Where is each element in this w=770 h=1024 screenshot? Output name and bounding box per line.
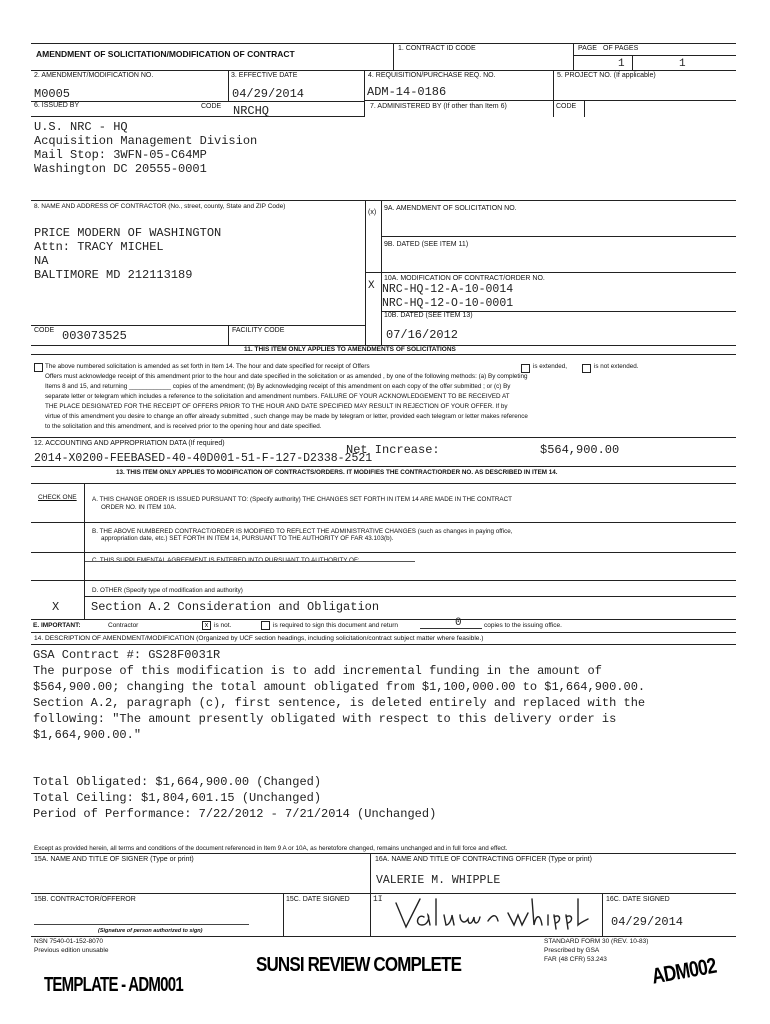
- item13d: D. OTHER (Specify type of modification and authority): [92, 587, 243, 594]
- is-required-checkbox[interactable]: [261, 621, 270, 630]
- net-increase-label: Net Increase:: [346, 443, 440, 457]
- standard-form-label: STANDARD FORM 30 (REV. 10-83): [544, 938, 649, 945]
- except-text: Except as provided herein, all terms and conditions of the document referenced in Item 9 A or 10A, as heretofore changed, remains unchanged and in full force and effect.: [34, 845, 508, 852]
- far-label: FAR (48 CFR) 53.243: [544, 956, 607, 963]
- requisition-label: 4. REQUISITION/PURCHASE REQ. NO.: [368, 72, 496, 79]
- effective-date-label: 3. EFFECTIVE DATE: [231, 72, 298, 79]
- total-obligated: Total Obligated: $1,664,900.00 (Changed): [33, 775, 322, 789]
- copies-to-label: copies to the issuing office.: [484, 622, 562, 629]
- item13d-value: Section A.2 Consideration and Obligation: [91, 600, 380, 614]
- issuer-line-2: Acquisition Management Division: [34, 134, 258, 148]
- date-signed-15c-label: 15C. DATE SIGNED: [286, 896, 350, 903]
- is-extended-label: is extended,: [533, 363, 567, 370]
- solicitation-checkbox[interactable]: [34, 363, 43, 372]
- item11-line-2: Offers must acknowledge receipt of this amendment prior to the hour and date specified in the solicitation or as amended , by one of the following methods: (a) By completing: [45, 373, 528, 380]
- item11-line-3: Items 8 and 15, and returning ____________ copies of the amendment; (b) By acknowledging receipt of this amendment on each copy of the offer submitted ; or (c) By: [45, 383, 511, 390]
- page-label: PAGE: [578, 45, 597, 52]
- amendment-no: M0005: [34, 87, 71, 101]
- administered-code-label: CODE: [556, 103, 577, 110]
- description-label: 14. DESCRIPTION OF AMENDMENT/MODIFICATION (Organized by UCF section headings, including solicitation/contract subject matter where feasible.): [34, 635, 484, 642]
- is-not-checkbox[interactable]: x: [202, 621, 211, 630]
- check-one-label: CHECK ONE: [38, 494, 77, 501]
- of-pages-number: 1: [679, 58, 686, 70]
- facility-code-label: FACILITY CODE: [232, 327, 285, 334]
- description-line-4: Section A.2, paragraph (c), first sentence, is deleted entirely and replaced with the: [33, 696, 646, 710]
- issuer-line-3: Mail Stop: 3WFN-05-C64MP: [34, 148, 207, 162]
- effective-date: 04/29/2014: [232, 87, 305, 101]
- usa-mark: 1I: [373, 895, 383, 904]
- item11-line-7: to the solicitation and this amendment, and is received prior to the opening hour and date specified.: [45, 423, 322, 430]
- officer-name: VALERIE M. WHIPPLE: [376, 874, 501, 887]
- amendment-no-label: 2. AMENDMENT/MODIFICATION NO.: [34, 72, 154, 79]
- adm002-stamp: ADM002: [649, 952, 718, 989]
- code-box-label: CODE: [34, 327, 55, 334]
- dated-9b-label: 9B. DATED (SEE ITEM 11): [384, 241, 469, 248]
- requisition-no: ADM-14-0186: [367, 85, 447, 99]
- x-column-label: (x): [368, 209, 377, 216]
- of-pages-label: OF PAGES: [603, 45, 639, 52]
- contract-no-2: NRC-HQ-12-O-10-0001: [382, 297, 514, 310]
- copies-count: 0: [455, 617, 462, 629]
- item13a-line-1: A. THIS CHANGE ORDER IS ISSUED PURSUANT TO: (Specify authority) THE CHANGES SET FORTH IN ITEM 14 ARE MADE IN THE CONTRACT: [92, 496, 512, 503]
- contractor-line-2: Attn: TRACY MICHEL: [34, 240, 164, 254]
- contractor-code: 003073525: [62, 329, 127, 343]
- not-extended-checkbox[interactable]: [582, 364, 591, 373]
- mod-check-mark: X: [368, 280, 375, 292]
- issued-by-code: NRCHQ: [233, 104, 270, 118]
- previous-edition-label: Previous edition unusable: [34, 947, 109, 954]
- description-line-6: $1,664,900.00.": [33, 728, 142, 742]
- is-not-label: is not.: [214, 622, 232, 629]
- is-required-label: is required to sign this document and return: [273, 622, 399, 629]
- page-number: 1: [618, 58, 625, 70]
- administered-by-label: 7. ADMINISTERED BY (If other than Item 6): [370, 103, 507, 110]
- item11-line-1: The above numbered solicitation is amended as set forth in Item 14. The hour and date specified for receipt of Offers: [45, 363, 370, 370]
- date-signed-16c: 04/29/2014: [611, 915, 684, 929]
- contractor-line-3: NA: [34, 254, 49, 268]
- contractor-line-4: BALTIMORE MD 212113189: [34, 268, 193, 282]
- issuer-line-1: U.S. NRC - HQ: [34, 120, 128, 134]
- item13c: C. THIS SUPPLEMENTAL AGREEMENT IS ENTERED INTO PURSUANT TO AUTHORITY OF:: [92, 557, 360, 564]
- item13b-line-2: appropriation date, etc.) SET FORTH IN ITEM 14, PURSUANT TO THE AUTHORITY OF FAR 43.103(b).: [101, 535, 394, 542]
- dated-10b-label: 10B. DATED (SEE ITEM 13): [384, 312, 473, 319]
- officer-signature: [390, 895, 590, 931]
- contractor-address-label: 8. NAME AND ADDRESS OF CONTRACTOR (No., street, county, State and ZIP Code): [34, 203, 286, 210]
- total-ceiling: Total Ceiling: $1,804,601.15 (Unchanged): [33, 791, 322, 805]
- item11-heading: 11. THIS ITEM ONLY APPLIES TO AMENDMENTS OF SOLICITATIONS: [244, 346, 456, 353]
- date-signed-16c-label: 16C. DATE SIGNED: [606, 896, 670, 903]
- description-line-3: $564,900.00; changing the total amount obligated from $1,100,000.00 to $1,664,900.00.: [33, 680, 646, 694]
- signature-person-label: (Signature of person authorized to sign): [98, 928, 203, 934]
- contractor-line-1: PRICE MODERN OF WASHINGTON: [34, 226, 222, 240]
- extended-checkbox[interactable]: [521, 364, 530, 373]
- issuer-line-4: Washington DC 20555-0001: [34, 162, 207, 176]
- solicitation-no-label: 9A. AMENDMENT OF SOLICITATION NO.: [384, 205, 517, 212]
- prescribed-label: Prescribed by GSA: [544, 947, 600, 954]
- item13d-check-mark: X: [52, 600, 60, 614]
- dated-10b: 07/16/2012: [386, 328, 459, 342]
- period-of-performance: Period of Performance: 7/22/2012 - 7/21/2014 (Unchanged): [33, 807, 437, 821]
- issued-by-label: 6. ISSUED BY: [34, 102, 80, 109]
- contract-no-1: NRC-HQ-12-A-10-0014: [382, 283, 514, 296]
- contractor-word: Contractor: [108, 622, 139, 629]
- item13a-line-2: ORDER NO. IN ITEM 10A.: [101, 504, 177, 511]
- item11-line-5: THE PLACE DESIGNATED FOR THE RECEIPT OF OFFERS PRIOR TO THE HOUR AND DATE SPECIFIED MAY RESULT IN REJECTION OF YOUR OFFER. If by: [45, 403, 508, 410]
- template-stamp: TEMPLATE - ADM001: [44, 974, 183, 996]
- is-not-extended-label: is not extended.: [594, 363, 639, 370]
- sunsi-review-stamp: SUNSI REVIEW COMPLETE: [256, 954, 462, 976]
- accounting-label: 12. ACCOUNTING AND APPROPRIATION DATA (If required): [34, 440, 225, 447]
- signer-name-label: 15A. NAME AND TITLE OF SIGNER (Type or print): [34, 856, 194, 863]
- item13b-line-1: B. THE ABOVE NUMBERED CONTRACT/ORDER IS MODIFIED TO REFLECT THE ADMINISTRATIVE CHANGES (such as changes in paying office,: [92, 528, 513, 535]
- modification-no-label: 10A. MODIFICATION OF CONTRACT/ORDER NO.: [384, 275, 545, 282]
- issued-by-code-label: CODE: [201, 103, 222, 110]
- contract-id-label: 1. CONTRACT ID CODE: [398, 45, 476, 52]
- nsn-label: NSN 7540-01-152-8070: [34, 938, 104, 945]
- important-label: E. IMPORTANT:: [33, 622, 81, 629]
- description-line-2: The purpose of this modification is to add incremental funding in the amount of: [33, 664, 602, 678]
- description-line-5: following: "The amount presently obligated with respect to this delivery order is: [33, 712, 617, 726]
- officer-name-label: 16A. NAME AND TITLE OF CONTRACTING OFFICER (Type or print): [375, 856, 592, 863]
- contractor-offeror-label: 15B. CONTRACTOR/OFFEROR: [34, 896, 136, 903]
- item13-heading: 13. THIS ITEM ONLY APPLIES TO MODIFICATION OF CONTRACTS/ORDERS. IT MODIFIES THE CONTRACT/ORDER NO. AS DESCRIBED IN ITEM 14.: [116, 469, 558, 476]
- net-increase-value: $564,900.00: [540, 443, 620, 457]
- item11-line-6: virtue of this amendment you desire to change an offer already submitted , such change may be made by telegram or letter, provided each telegram or letter makes reference: [45, 413, 528, 420]
- item11-line-4: separate letter or telegram which includes a reference to the solicitation and amendment numbers. FAILURE OF YOUR ACKNOWLEDGEMENT TO BE RECEIVED AT: [45, 393, 510, 400]
- project-no-label: 5. PROJECT NO. (If applicable): [557, 72, 656, 79]
- description-line-1: GSA Contract #: GS28F0031R: [33, 648, 221, 662]
- form-title: AMENDMENT OF SOLICITATION/MODIFICATION OF CONTRACT: [36, 49, 295, 59]
- accounting-data: 2014-X0200-FEEBASED-40-40D001-51-F-127-D2338-2521: [34, 452, 373, 465]
